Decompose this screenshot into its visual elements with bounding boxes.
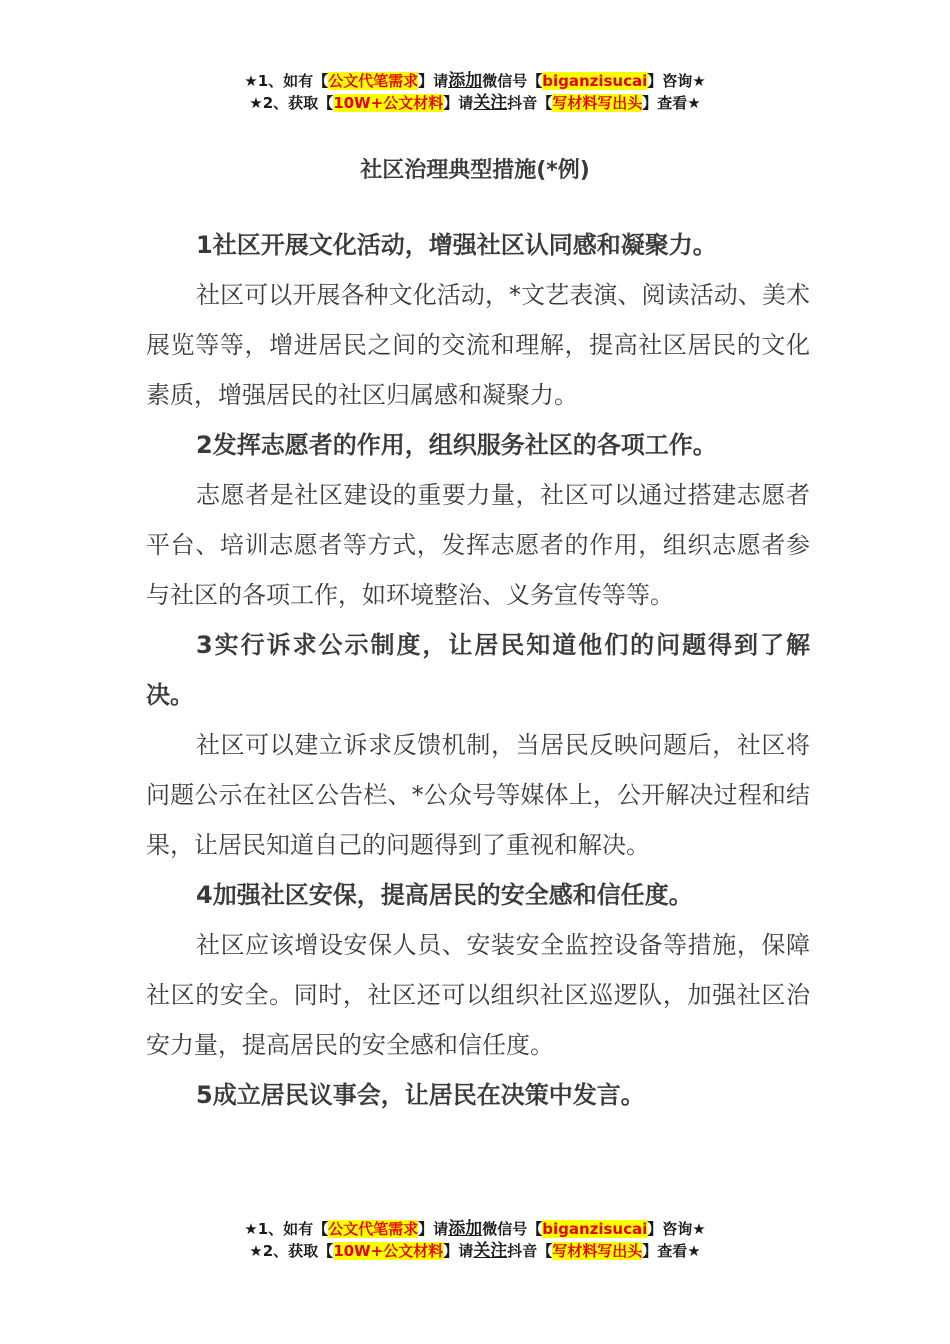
banner-highlight: 10W+公文材料 (333, 1242, 444, 1260)
document-body (146, 220, 810, 1120)
banner-text: 】咨询★ (647, 1220, 706, 1238)
body-paragraph: 社区可以开展各种文化活动，*文艺表演、阅读活动、美术展览等等，增进居民之间的交流和理解，提高社区居民的文化素质，增强居民的社区归属感和凝聚力。 (146, 281, 810, 409)
banner-text: 】请 (443, 94, 474, 112)
banner-text: 微信号【 (482, 1220, 543, 1238)
banner-text: ★1、如有【 (244, 1220, 329, 1238)
banner-text: 】请 (418, 1220, 449, 1238)
banner-highlight: biganzisucai (542, 72, 648, 90)
section-heading: 5成立居民议事会，让居民在决策中发言。 (196, 1081, 645, 1109)
banner-underline: 添加 (448, 1219, 483, 1239)
footer-banner (0, 1218, 950, 1262)
section-heading: 3实行诉求公示制度，让居民知道他们的问题得到了解决。 (146, 631, 810, 709)
banner-highlight: 公文代笔需求 (328, 72, 419, 90)
banner-text: ★2、获取【 (249, 1242, 334, 1260)
banner-line-1 (0, 70, 950, 92)
banner-underline: 添加 (448, 71, 483, 91)
banner-highlight: 写材料写出头 (552, 1242, 643, 1260)
banner-highlight: biganzisucai (542, 1220, 648, 1238)
banner-line-1 (0, 1218, 950, 1240)
banner-line-2 (0, 92, 950, 114)
banner-text: 】请 (418, 72, 449, 90)
section-heading: 1社区开展文化活动，增强社区认同感和凝聚力。 (196, 231, 717, 259)
banner-line-2 (0, 1240, 950, 1262)
body-paragraph: 志愿者是社区建设的重要力量，社区可以通过搭建志愿者平台、培训志愿者等方式，发挥志愿者的作用，组织志愿者参与社区的各项工作，如环境整治、义务宣传等等。 (146, 481, 810, 609)
body-paragraph: 社区应该增设安保人员、安装安全监控设备等措施，保障社区的安全。同时，社区还可以组织社区巡逻队，加强社区治安力量，提高居民的安全感和信任度。 (146, 931, 810, 1059)
banner-text: 】咨询★ (647, 72, 706, 90)
banner-text: 微信号【 (482, 72, 543, 90)
banner-highlight: 写材料写出头 (552, 94, 643, 112)
banner-underline: 关注 (473, 93, 508, 113)
banner-text: 】请 (443, 1242, 474, 1260)
banner-highlight: 10W+公文材料 (333, 94, 444, 112)
header-banner (0, 70, 950, 114)
banner-text: 】查看★ (642, 1242, 701, 1260)
banner-text: ★1、如有【 (244, 72, 329, 90)
banner-text: 抖音【 (507, 1242, 553, 1260)
banner-text: 】查看★ (642, 94, 701, 112)
banner-highlight: 公文代笔需求 (328, 1220, 419, 1238)
section-heading: 2发挥志愿者的作用，组织服务社区的各项工作。 (196, 431, 717, 459)
body-paragraph: 社区可以建立诉求反馈机制，当居民反映问题后，社区将问题公示在社区公告栏、*公众号等媒体上，公开解决过程和结果，让居民知道自己的问题得到了重视和解决。 (146, 731, 810, 859)
section-heading: 4加强社区安保，提高居民的安全感和信任度。 (196, 881, 693, 909)
banner-underline: 关注 (473, 1241, 508, 1261)
banner-text: ★2、获取【 (249, 94, 334, 112)
banner-text: 抖音【 (507, 94, 553, 112)
document-title: 社区治理典型措施(*例) (360, 158, 590, 183)
